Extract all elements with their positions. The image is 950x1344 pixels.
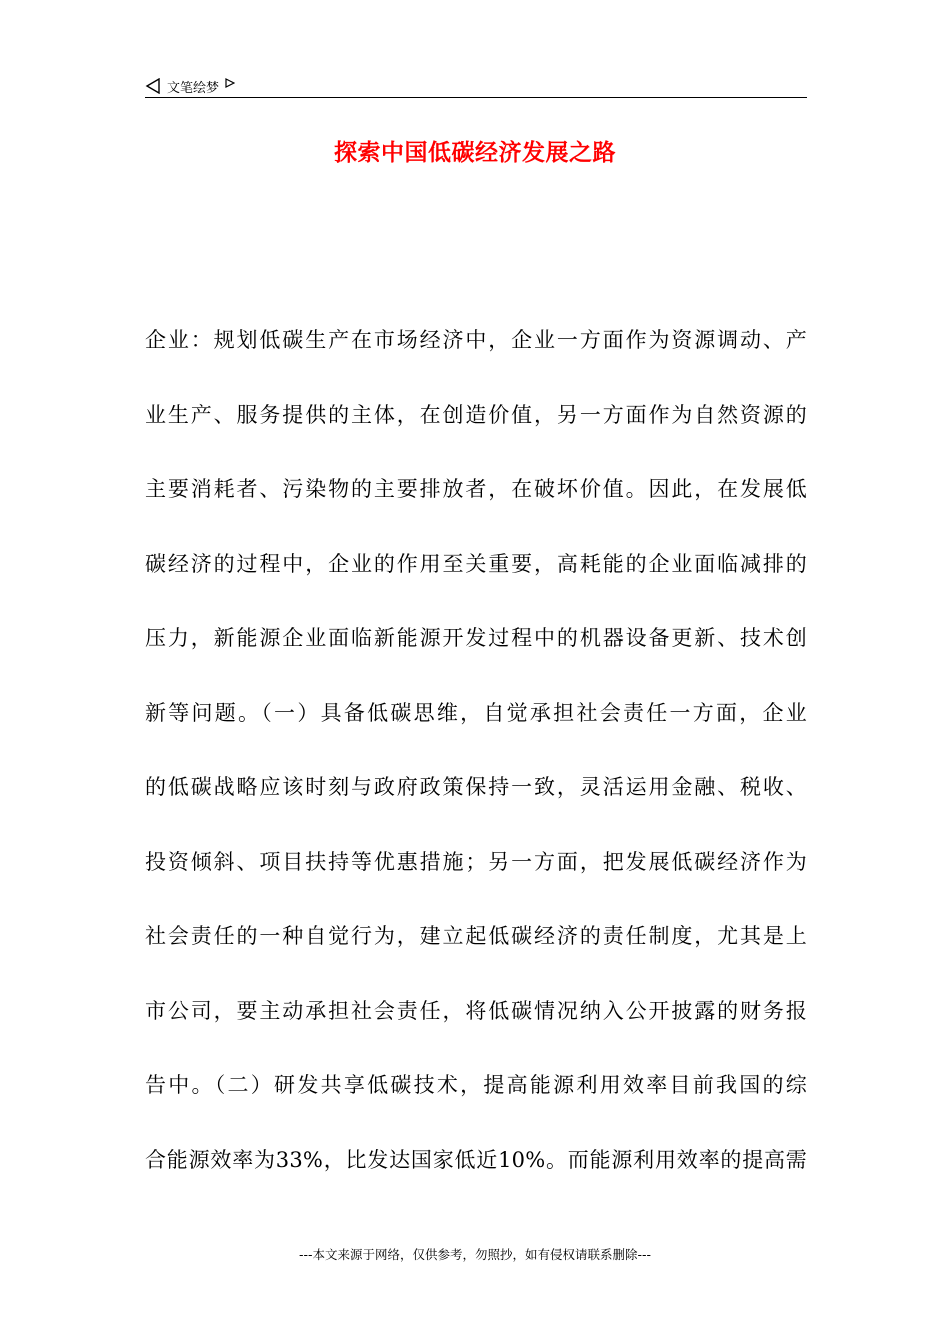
header-logo-text: 文笔绘梦 (167, 80, 220, 96)
body-line: 投资倾斜、项目扶持等优惠措施；另一方面，把发展低碳经济作为 (145, 849, 807, 874)
document-body (145, 320, 807, 1214)
document-title: 探索中国低碳经济发展之路 (334, 140, 616, 166)
body-line: 合能源效率为33%，比发达国家低近10%。而能源利用效率的提高需 (145, 1147, 807, 1172)
body-line: 企业：规划低碳生产在市场经济中，企业一方面作为资源调动、产 (145, 328, 807, 352)
body-line: 主要消耗者、污染物的主要排放者，在破坏价值。因此，在发展低 (145, 477, 807, 501)
body-line: 新等问题。（一）具备低碳思维，自觉承担社会责任一方面，企业 (145, 700, 807, 725)
page-header (145, 74, 805, 98)
body-line: 压力，新能源企业面临新能源开发过程中的机器设备更新、技术创 (145, 626, 807, 650)
body-line: 碳经济的过程中，企业的作用至关重要，高耗能的企业面临减排的 (145, 551, 807, 576)
body-line: 社会责任的一种自觉行为，建立起低碳经济的责任制度，尤其是上 (145, 924, 807, 948)
triangle-left-outline-icon (145, 78, 161, 94)
triangle-right-outline-icon (225, 78, 235, 88)
body-line: 告中。（二）研发共享低碳技术，提高能源利用效率目前我国的综 (145, 1073, 807, 1097)
header-divider (145, 97, 807, 98)
body-line: 业生产、服务提供的主体，在创造价值，另一方面作为自然资源的 (145, 402, 807, 427)
body-line: 的低碳战略应该时刻与政府政策保持一致，灵活运用金融、税收、 (145, 775, 807, 799)
body-line: 市公司，要主动承担社会责任，将低碳情况纳入公开披露的财务报 (145, 998, 807, 1023)
page-footer: ---本文来源于网络，仅供参考，勿照抄，如有侵权请联系删除--- (298, 1247, 652, 1262)
